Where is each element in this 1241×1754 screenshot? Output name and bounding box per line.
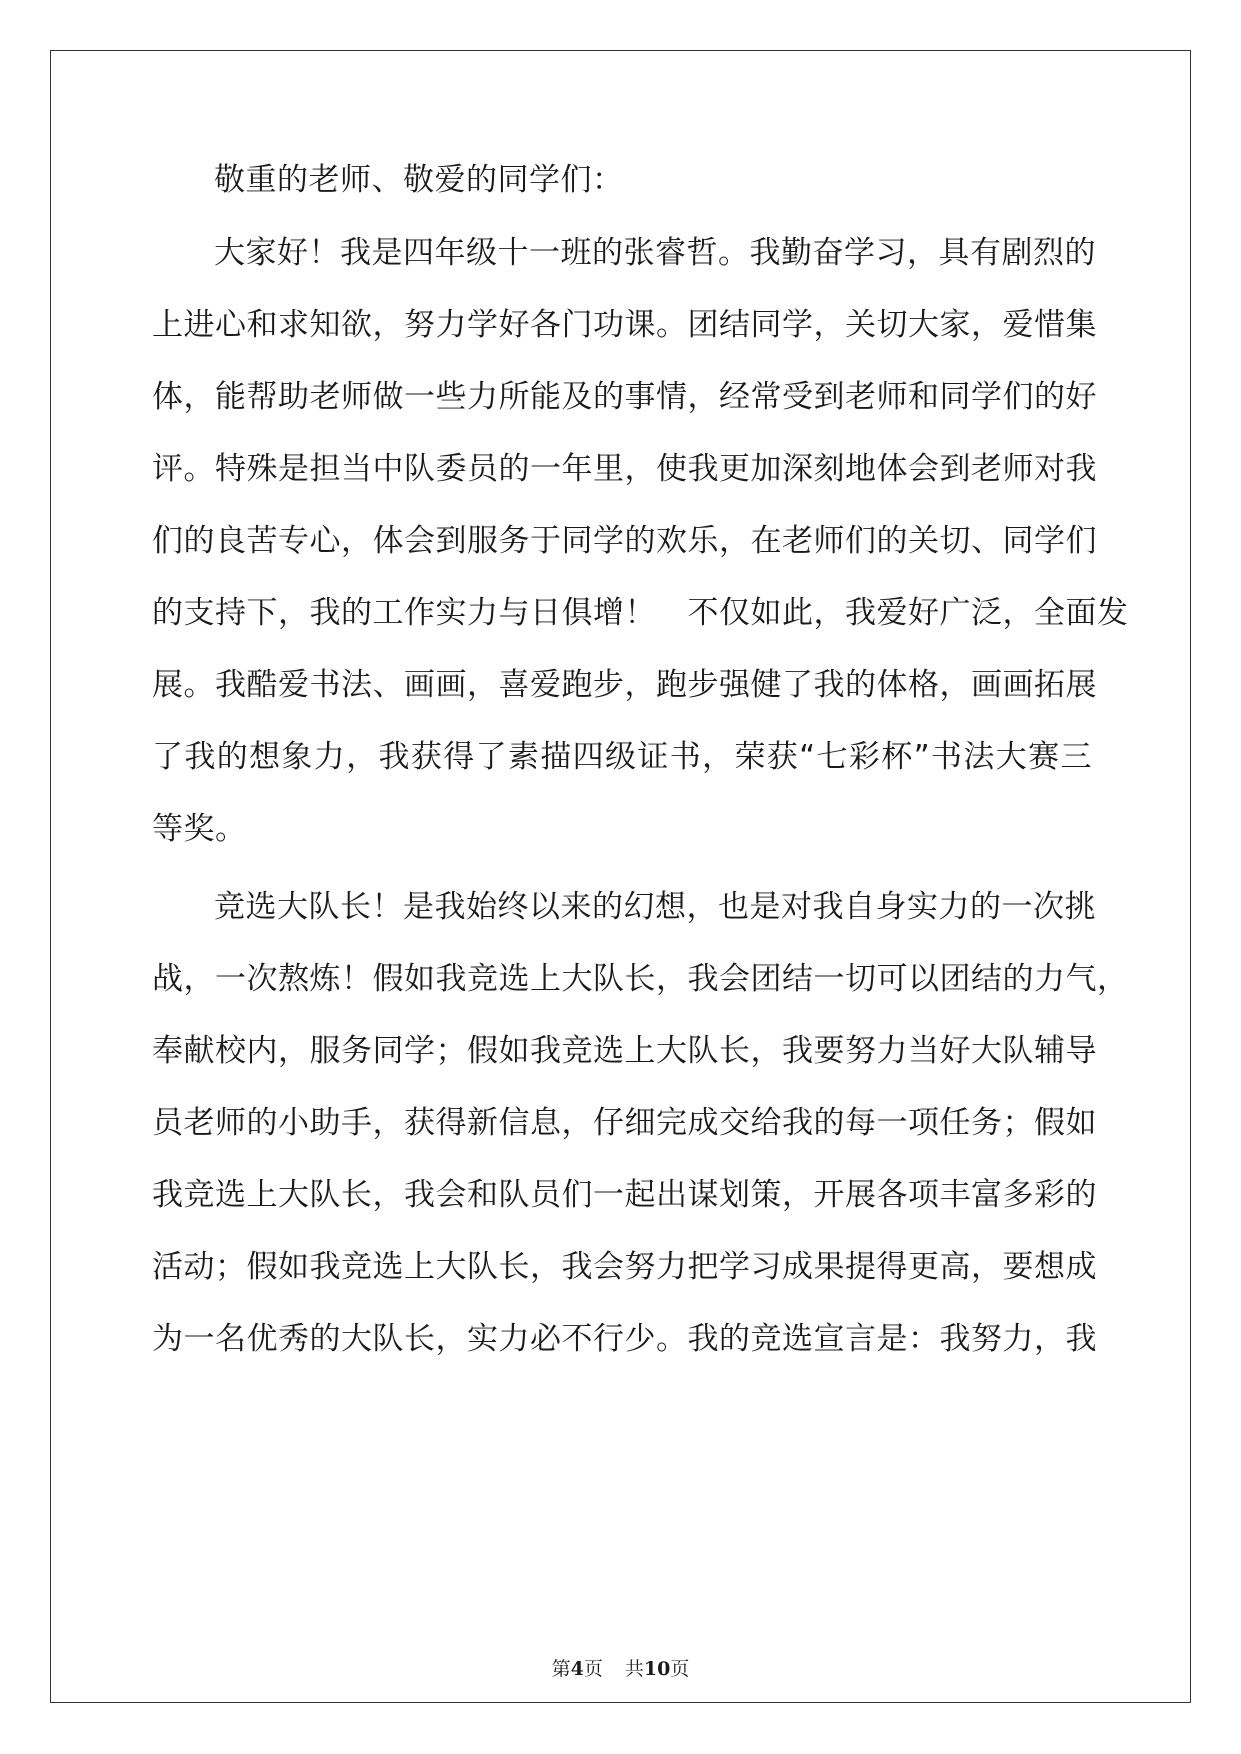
total-pages: 10 — [643, 1658, 671, 1680]
paragraph-line: 战，一次熬炼！假如我竞选上大队长，我会团结一切可以团结的力气， — [152, 961, 1129, 997]
footer-total-suffix: 页 — [670, 1658, 690, 1680]
paragraph-line: 评。特殊是担当中队委员的一年里，使我更加深刻地体会到老师对我 — [152, 451, 1097, 487]
page-number: 4 — [570, 1658, 584, 1680]
footer-prefix: 第 — [551, 1658, 571, 1680]
paragraph-line: 奉献校内，服务同学；假如我竞选上大队长，我要努力当好大队辅导 — [152, 1033, 1097, 1069]
salutation-line: 敬重的老师、敬爱的同学们： — [214, 162, 624, 198]
paragraph-line: 展。我酷爱书法、画画，喜爱跑步，跑步强健了我的体格，画画拓展 — [152, 667, 1097, 703]
paragraph-line: 为一名优秀的大队长，实力必不行少。我的竞选宣言是：我努力，我 — [152, 1321, 1097, 1357]
paragraph-line: 大家好！我是四年级十一班的张睿哲。我勤奋学习，具有剧烈的 — [214, 235, 1096, 271]
footer-page-suffix: 页 — [583, 1658, 603, 1680]
paragraph-line: 了我的想象力，我获得了素描四级证书，荣获“七彩杯”书法大赛三 — [152, 739, 1092, 775]
paragraph-line: 的支持下，我的工作实力与日俱增！ 不仅如此，我爱好广泛，全面发 — [152, 595, 1129, 631]
paragraph-line: 上进心和求知欲，努力学好各门功课。团结同学，关切大家，爱惜集 — [152, 307, 1097, 343]
paragraph-line: 我竞选上大队长，我会和队员们一起出谋划策，开展各项丰富多彩的 — [152, 1177, 1097, 1213]
footer-total-prefix: 共 — [624, 1658, 644, 1680]
paragraph-line: 们的良苦专心，体会到服务于同学的欢乐，在老师们的关切、同学们 — [152, 523, 1097, 559]
paragraph-line: 员老师的小助手，获得新信息，仔细完成交给我的每一项任务；假如 — [152, 1105, 1097, 1141]
page-footer — [0, 1656, 1241, 1682]
paragraph-line: 体，能帮助老师做一些力所能及的事情，经常受到老师和同学们的好 — [152, 379, 1097, 415]
page-border — [50, 50, 1191, 1703]
paragraph-line: 活动；假如我竞选上大队长，我会努力把学习成果提得更高，要想成 — [152, 1249, 1097, 1285]
paragraph-line: 等奖。 — [152, 811, 247, 847]
paragraph-line: 竞选大队长！是我始终以来的幻想，也是对我自身实力的一次挑 — [214, 889, 1096, 925]
